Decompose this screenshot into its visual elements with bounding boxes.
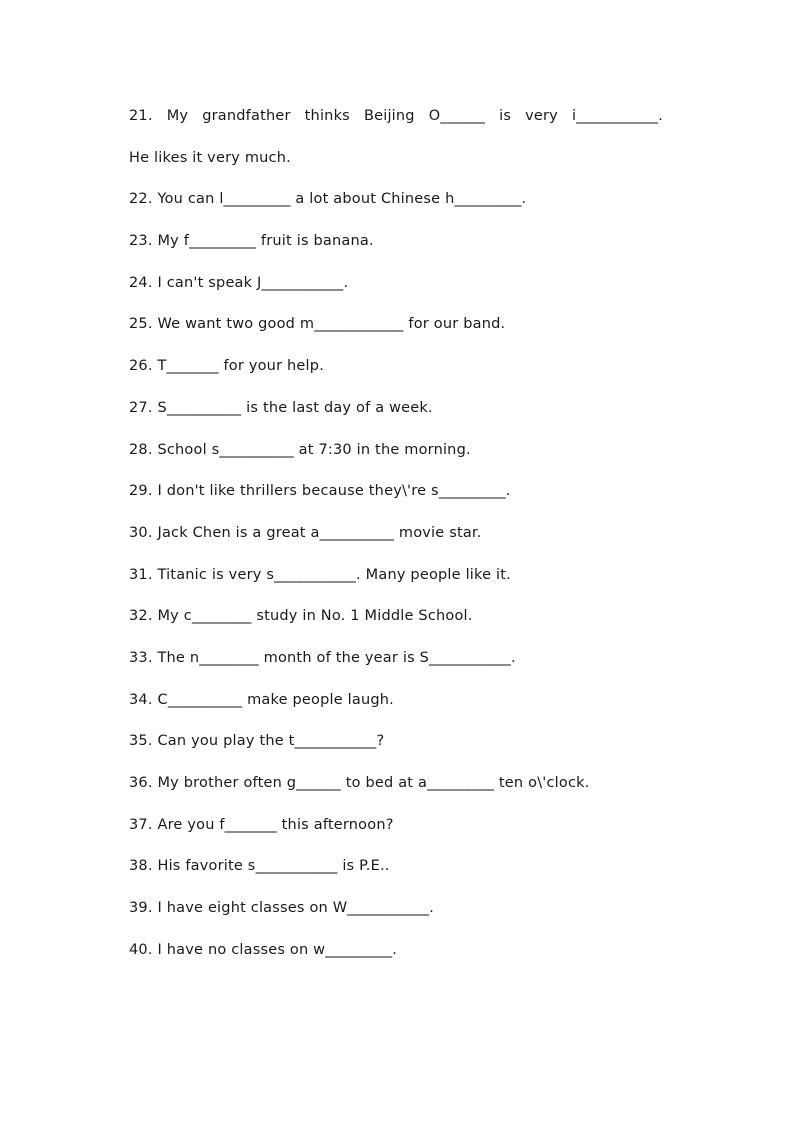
question-22: 22. You can l_________ a lot about Chinese h_________. xyxy=(129,191,527,208)
question-24: 24. I can't speak J___________. xyxy=(129,274,349,291)
q21-word: thinks xyxy=(304,108,350,124)
q21-blank: i___________. xyxy=(572,108,663,124)
question-31: 31. Titanic is very s___________. Many people like it. xyxy=(129,566,511,583)
q21-word: very xyxy=(525,108,558,124)
q21-word: 21. xyxy=(129,108,153,124)
question-29: 29. I don't like thrillers because they\'re s_________. xyxy=(129,483,511,500)
question-38: 38. His favorite s___________ is P.E.. xyxy=(129,858,390,875)
question-33: 33. The n________ month of the year is S___________. xyxy=(129,649,516,666)
q21-word: Beijing xyxy=(363,108,415,124)
question-21-continuation: He likes it very much. xyxy=(129,149,291,166)
q21-word: is xyxy=(499,108,512,124)
question-list xyxy=(129,104,669,979)
question-39: 39. I have eight classes on W___________. xyxy=(129,900,435,917)
question-32: 32. My c________ study in No. 1 Middle School. xyxy=(129,608,473,625)
question-27: 27. S__________ is the last day of a week. xyxy=(129,399,433,416)
question-28: 28. School s__________ at 7:30 in the morning. xyxy=(129,441,471,458)
q21-blank: O______ xyxy=(428,108,486,124)
question-21 xyxy=(129,104,663,146)
question-37: 37. Are you f_______ this afternoon? xyxy=(129,816,394,833)
question-26: 26. T_______ for your help. xyxy=(129,358,324,375)
q21-word: My xyxy=(166,108,189,124)
question-34: 34. C__________ make people laugh. xyxy=(129,691,394,708)
question-25: 25. We want two good m____________ for our band. xyxy=(129,316,506,333)
question-40: 40. I have no classes on w_________. xyxy=(129,941,398,958)
question-23: 23. My f_________ fruit is banana. xyxy=(129,233,374,250)
question-35: 35. Can you play the t___________? xyxy=(129,733,385,750)
question-36: 36. My brother often g______ to bed at a_________ ten o\'clock. xyxy=(129,775,590,791)
q21-word: grandfather xyxy=(202,108,291,124)
question-30: 30. Jack Chen is a great a__________ movie star. xyxy=(129,524,482,541)
